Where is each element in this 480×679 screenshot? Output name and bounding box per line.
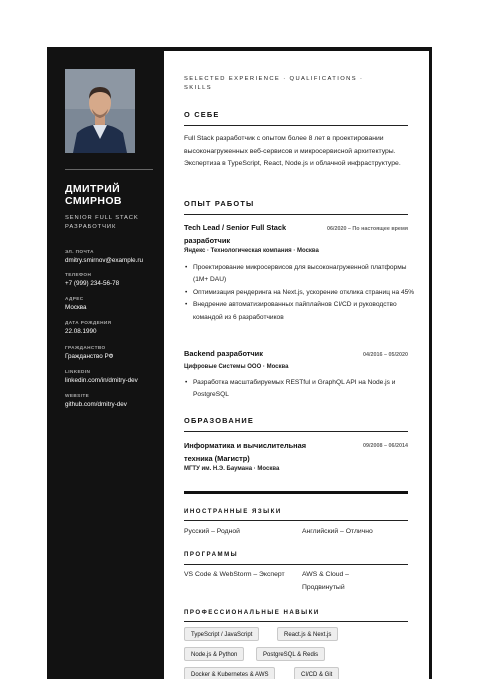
- skill-tag: CI/CD & Git: [294, 667, 339, 679]
- skills-heading: ПРОФЕССИОНАЛЬНЫЕ НАВЫКИ: [184, 609, 320, 616]
- contact-linkedin: [65, 368, 160, 385]
- contact-phone: [65, 271, 160, 288]
- contact-value[interactable]: +7 (999) 234-56-78: [65, 280, 120, 287]
- languages-heading: ИНОСТРАННЫЕ ЯЗЫКИ: [184, 508, 282, 515]
- job-bullets: [184, 262, 417, 324]
- skill-tag: PostgreSQL & Redis: [256, 647, 325, 661]
- job-date: 04/2016 – 05/2020: [363, 352, 408, 358]
- software-item: VS Code & WebStorm – Эксперт: [184, 571, 285, 578]
- person-role: SENIOR FULL STACK РАЗРАБОТЧИК: [65, 215, 139, 230]
- section-rule: [184, 564, 408, 565]
- job-company: Яндекс · Технологическая компания · Москва: [184, 248, 319, 254]
- software-item: AWS & Cloud – Продвинутый: [302, 571, 349, 591]
- software-heading: ПРОГРАММЫ: [184, 551, 239, 558]
- contact-label: LINKEDIN: [65, 369, 91, 374]
- contact-citizenship: [65, 344, 160, 361]
- contact-value[interactable]: dmitry.smirnov@example.ru: [65, 257, 144, 264]
- contact-website: [65, 392, 160, 409]
- profile-photo: [65, 69, 135, 153]
- list-item: • Проектирование микросервисов для высоконагруженной платформы (1M+ DAU): [193, 262, 417, 287]
- sidebar-divider: [65, 169, 153, 170]
- contact-email: [65, 248, 160, 265]
- contact-value: 22.08.1990: [65, 328, 97, 335]
- section-divider: [184, 491, 408, 494]
- experience-heading: ОПЫТ РАБОТЫ: [184, 199, 255, 208]
- contact-label: ЭЛ. ПОЧТА: [65, 249, 94, 254]
- education-date: 09/2008 – 06/2014: [363, 443, 408, 449]
- contact-label: ТЕЛЕФОН: [65, 272, 92, 277]
- list-item: • Внедрение автоматизированных пайплайнов CI/CD и руководство командой из 6 разработчиков: [193, 299, 417, 324]
- contact-label: ДАТА РОЖДЕНИЯ: [65, 320, 112, 325]
- education-degree: Информатика и вычислительная техника (Магистр): [184, 441, 307, 463]
- contact-value: Москва: [65, 304, 87, 311]
- language-item: Английский – Отлично: [302, 528, 373, 535]
- person-name: ДМИТРИЙ СМИРНОВ: [65, 183, 122, 207]
- skill-tag: Docker & Kubernetes & AWS: [184, 667, 275, 679]
- language-item: Русский – Родной: [184, 528, 240, 535]
- skill-tag: React.js & Next.js: [277, 627, 338, 641]
- education-heading: ОБРАЗОВАНИЕ: [184, 416, 255, 425]
- skill-tag: TypeScript / JavaScript: [184, 627, 259, 641]
- about-text: Full Stack разработчик с опытом более 8 лет в проектировании высоконагруженных веб-сервисов и микросервисной архитектуры. Экспертиза в TypeScript, React, Node.js и облачной инфраструктуре.: [184, 135, 401, 168]
- list-item: • Разработка масштабируемых RESTful и GraphQL API на Node.js и PostgreSQL: [193, 377, 417, 402]
- job-company: Цифровые Системы ООО · Москва: [184, 364, 289, 370]
- section-rule: [184, 125, 408, 126]
- job-title: Tech Lead / Senior Full Stack разработчик: [184, 223, 287, 245]
- contact-address: [65, 295, 160, 312]
- contact-label: АДРЕС: [65, 296, 84, 301]
- list-item: • Оптимизация рендеринга на Next.js, ускорение отклика страниц на 45%: [193, 287, 417, 299]
- skill-tag: Node.js & Python: [184, 647, 244, 661]
- job-date: 06/2020 – По настоящее время: [326, 226, 408, 232]
- contact-value: Гражданство РФ: [65, 353, 114, 360]
- section-rule: [184, 621, 408, 622]
- section-rule: [184, 520, 408, 521]
- job-bullets: [184, 377, 417, 402]
- contact-label: WEBSITE: [65, 393, 90, 398]
- resume-page: [47, 47, 432, 679]
- section-nav: SELECTED EXPERIENCE · QUALIFICATIONS · SKILLS: [184, 76, 364, 91]
- contact-value[interactable]: github.com/dmitry-dev: [65, 401, 127, 408]
- contact-birthdate: [65, 319, 160, 336]
- section-rule: [184, 214, 408, 215]
- job-title: Backend разработчик: [184, 349, 263, 358]
- contact-label: ГРАЖДАНСТВО: [65, 345, 106, 350]
- contact-value[interactable]: linkedin.com/in/dmitry-dev: [65, 377, 138, 384]
- education-school: МГТУ им. Н.Э. Баумана · Москва: [184, 466, 280, 472]
- about-heading: О СЕБЕ: [184, 110, 220, 119]
- sidebar: [47, 47, 164, 679]
- main-content: [164, 51, 429, 679]
- section-rule: [184, 431, 408, 432]
